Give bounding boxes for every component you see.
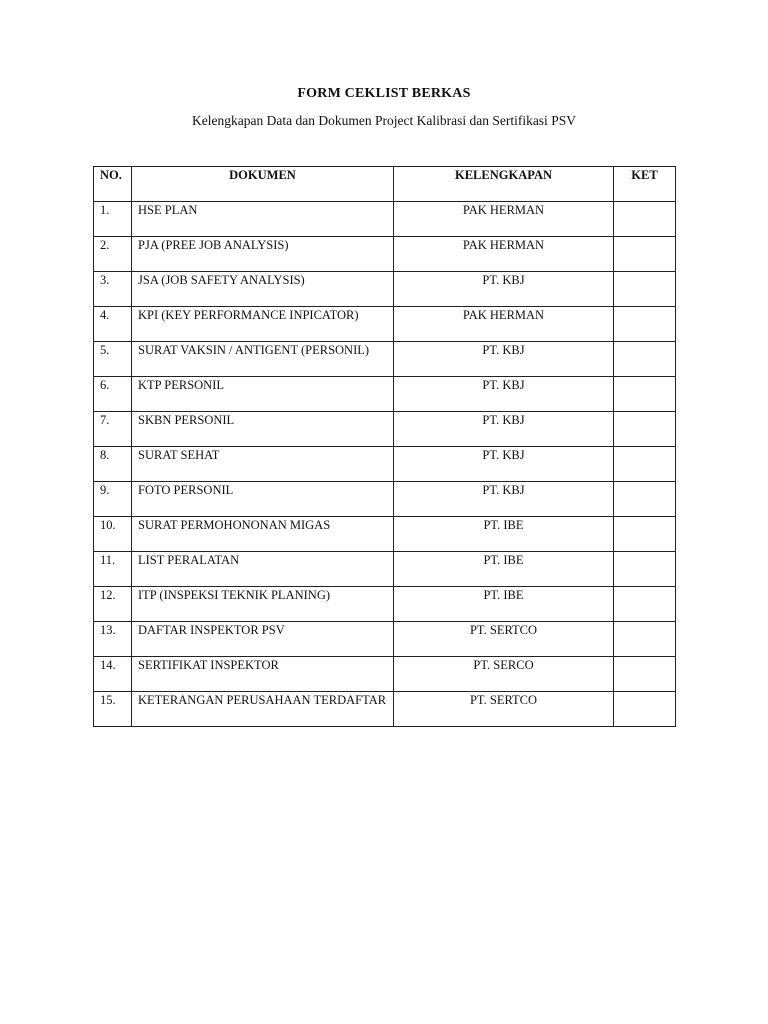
cell-no: 9. — [94, 482, 132, 517]
cell-ket — [614, 202, 676, 237]
table-row — [94, 482, 676, 517]
cell-no: 11. — [94, 552, 132, 587]
cell-kelengkapan: PT. SERTCO — [394, 692, 614, 727]
cell-kelengkapan: PT. SERCO — [394, 657, 614, 692]
cell-kelengkapan: PAK HERMAN — [394, 202, 614, 237]
cell-dokumen: LIST PERALATAN — [132, 552, 394, 587]
cell-no: 13. — [94, 622, 132, 657]
cell-no: 3. — [94, 272, 132, 307]
cell-ket — [614, 622, 676, 657]
cell-ket — [614, 692, 676, 727]
checklist-table — [93, 166, 676, 727]
header-dokumen: DOKUMEN — [132, 167, 394, 202]
table-row — [94, 377, 676, 412]
cell-ket — [614, 482, 676, 517]
cell-ket — [614, 272, 676, 307]
cell-no: 1. — [94, 202, 132, 237]
cell-dokumen: SERTIFIKAT INSPEKTOR — [132, 657, 394, 692]
table-row — [94, 552, 676, 587]
cell-kelengkapan: PAK HERMAN — [394, 307, 614, 342]
cell-dokumen: SURAT SEHAT — [132, 447, 394, 482]
cell-ket — [614, 447, 676, 482]
table-row — [94, 622, 676, 657]
table-row — [94, 272, 676, 307]
cell-ket — [614, 657, 676, 692]
header-kelengkapan: KELENGKAPAN — [394, 167, 614, 202]
table-row — [94, 307, 676, 342]
table-row — [94, 657, 676, 692]
form-subtitle: Kelengkapan Data dan Dokumen Project Kalibrasi dan Sertifikasi PSV — [192, 113, 576, 128]
cell-no: 7. — [94, 412, 132, 447]
table-header-row — [94, 167, 676, 202]
cell-dokumen: FOTO PERSONIL — [132, 482, 394, 517]
cell-kelengkapan: PT. SERTCO — [394, 622, 614, 657]
cell-dokumen: KPI (KEY PERFORMANCE INPICATOR) — [132, 307, 394, 342]
cell-ket — [614, 342, 676, 377]
cell-no: 2. — [94, 237, 132, 272]
cell-no: 14. — [94, 657, 132, 692]
table-row — [94, 342, 676, 377]
cell-dokumen: SKBN PERSONIL — [132, 412, 394, 447]
table-row — [94, 237, 676, 272]
cell-kelengkapan: PT. IBE — [394, 587, 614, 622]
cell-dokumen: HSE PLAN — [132, 202, 394, 237]
cell-no: 5. — [94, 342, 132, 377]
cell-dokumen: SURAT VAKSIN / ANTIGENT (PERSONIL) — [132, 342, 394, 377]
cell-no: 4. — [94, 307, 132, 342]
cell-no: 12. — [94, 587, 132, 622]
cell-dokumen: ITP (INSPEKSI TEKNIK PLANING) — [132, 587, 394, 622]
cell-dokumen: SURAT PERMOHONONAN MIGAS — [132, 517, 394, 552]
cell-kelengkapan: PAK HERMAN — [394, 237, 614, 272]
table-row — [94, 412, 676, 447]
table-row — [94, 517, 676, 552]
cell-kelengkapan: PT. KBJ — [394, 447, 614, 482]
cell-no: 15. — [94, 692, 132, 727]
cell-no: 6. — [94, 377, 132, 412]
table-row — [94, 692, 676, 727]
cell-ket — [614, 377, 676, 412]
table-row — [94, 447, 676, 482]
cell-dokumen: KTP PERSONIL — [132, 377, 394, 412]
cell-kelengkapan: PT. KBJ — [394, 377, 614, 412]
cell-no: 8. — [94, 447, 132, 482]
cell-ket — [614, 552, 676, 587]
cell-kelengkapan: PT. KBJ — [394, 342, 614, 377]
cell-kelengkapan: PT. KBJ — [394, 272, 614, 307]
cell-ket — [614, 412, 676, 447]
cell-dokumen: DAFTAR INSPEKTOR PSV — [132, 622, 394, 657]
cell-kelengkapan: PT. KBJ — [394, 482, 614, 517]
cell-dokumen: PJA (PREE JOB ANALYSIS) — [132, 237, 394, 272]
cell-dokumen: JSA (JOB SAFETY ANALYSIS) — [132, 272, 394, 307]
header-ket: KET — [614, 167, 676, 202]
cell-ket — [614, 517, 676, 552]
cell-ket — [614, 307, 676, 342]
cell-kelengkapan: PT. KBJ — [394, 412, 614, 447]
form-title: FORM CEKLIST BERKAS — [297, 86, 471, 101]
cell-kelengkapan: PT. IBE — [394, 552, 614, 587]
table-body — [94, 202, 676, 727]
cell-ket — [614, 587, 676, 622]
header-no: NO. — [94, 167, 132, 202]
cell-ket — [614, 237, 676, 272]
table-row — [94, 202, 676, 237]
cell-no: 10. — [94, 517, 132, 552]
table-row — [94, 587, 676, 622]
cell-dokumen: KETERANGAN PERUSAHAAN TERDAFTAR — [132, 692, 394, 727]
cell-kelengkapan: PT. IBE — [394, 517, 614, 552]
